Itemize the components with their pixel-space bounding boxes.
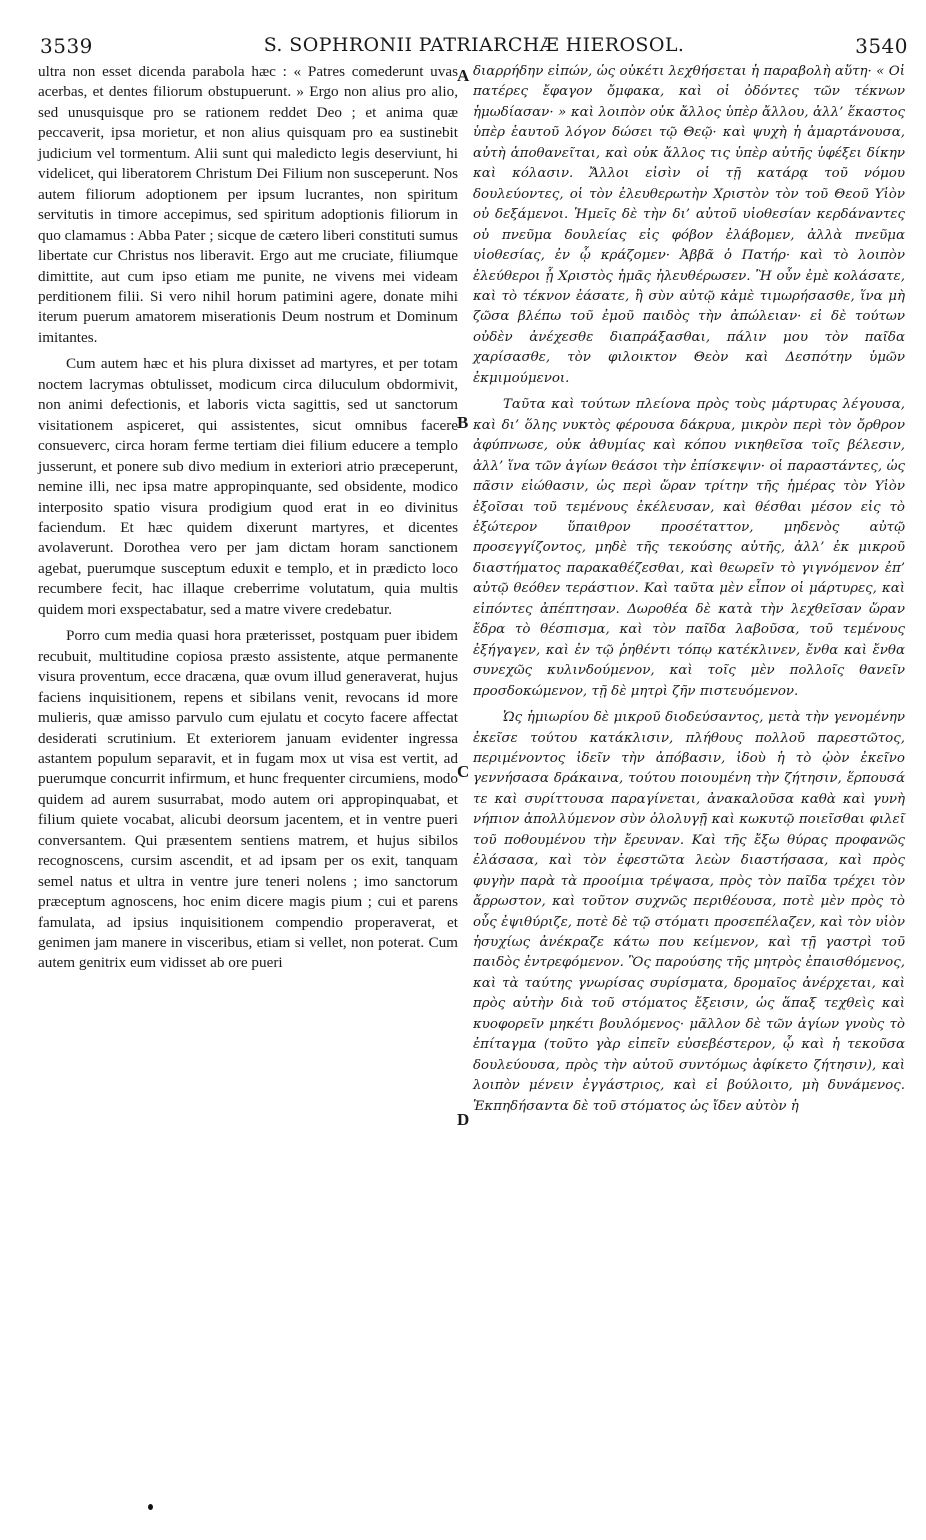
latin-paragraph: Cum autem hæc et his plura dixisset ad martyres, et per totam noctem lacrymas obtulisset, modicum circa diluculum obdormivit, non animi defectionis, et laboris victa sagittis, sed ut sanctorum visitationem aspiceret, qui assistentes, sicut omnibus facere consueverc, circa horam ferme tertiam diei filium educere a templo jusserunt, et ponere sub divo medium in exteriori atrio præceperunt, nemine illi, nec ipsa matre appropinquante, sed obsidente, modico interposito spatio visura prodigium quod erat in eo divinitus faciendum. Et hæc quidem dixerunt martyres, et dicentes avolaverunt. Dorothea vero per jam dictam horam sanctionem agebat, puerumque susceptum eduxit e templo, et in prædicto loco recumbere fecit, hac illaque creberrime volutatum, quia multis quidem mori exspectabatur, sed a matre vivere credebatur. <box>38 355 458 618</box>
greek-column <box>473 62 905 1117</box>
section-marker-b: B <box>457 413 469 432</box>
greek-paragraph: Ταῦτα καὶ τούτων πλείονα πρὸς τοὺς μάρτυρας λέγουσα, καὶ δι’ ὅλης νυκτὸς φέρουσα δάκρυα, μικρὸν περὶ τὸν ὄρθρον ἀφύπνωσε, οὐκ ἀθυμίας καὶ κόπου νικηθεῖσα τοῖς βέλεσιν, ἀλλ’ ἵνα τῶν ἁγίων θεάσοι τὴν ἐπίσκεψιν· οἱ παραστάντες, ὡς πᾶσιν εἰώθασιν, ὡς περὶ ὥραν τρίτην τῆς ἡμέρας τὸν Υἱὸν ἐξοῖσαι τοῦ τεμένους ἐκέλευσαν, καὶ θέσθαι μέσον εἰς τὸ ἐξώτερον ὕπαιθρον προσέταττον, μηδενὸς αὐτῷ προσεγγίζοντος, μηδὲ τῆς τεκούσης αὐτῆς, ἀλλ’ ἐκ μικροῦ διαστήματος παρακαθέζεσθαι, καὶ θεωρεῖν τὸ γιγνόμενον ἐπ’ αὐτῷ θεόθεν τεράστιον. Καὶ ταῦτα μὲν εἶπον οἱ μάρτυρες, καὶ εἰπόντες ἀπέπτησαν. Δωροθέα δὲ κατὰ τὴν λεχθεῖσαν ὥραν ἔδρα τὸ θέσπισμα, καὶ τὸν παῖδα λαβοῦσα, τοῦ τεμένους ἐξήγαγεν, καὶ ἐν τῷ ῥηθέντι τόπῳ κατέκλινεν, ἔνθα καὶ ἔνθα συνεχῶς κυλινδούμενον, καὶ τοῖς μὲν πολλοῖς θανεῖν προσδοκώμενον, τῇ δὲ μητρὶ ζῆν πιστευόμενον. <box>473 397 905 699</box>
section-marker-d: D <box>457 1110 470 1129</box>
section-marker-a: A <box>457 66 470 85</box>
latin-column <box>38 62 458 974</box>
latin-paragraph: Porro cum media quasi hora præterisset, postquam puer ibidem recubuit, multitudine copiosa præsto assistente, atque permanente visura proventum, ecce dracæna, quæ ovum illud generaverat, hujus faciens inquisitionem, repens et sibilans venit, revocans id more mulieris, quæ amisso parvulo cum ejulatu et cocyto facere affectat desiderati scrutinium. Et exteriorem januam evidenter ingressa astantem populum separavit, et in fugam mox ut visa est vertit, ad puerumque concurrit infirmum, et hunc frequenter circumiens, modo quidem ad aurem susurrabat, modo autem ori appropinquabat, et filium quiete vocabat, alicubi deorsum jacentem, et in ventre pueri conversantem. Qui præsentem sentiens matrem, et hujus sibilos recognoscens, cursim ascendit, et ad ipsam per os exit, tanquam semel natus et ultra in ventre jure teneri nolens ; imo sanctorum præceptum agnoscens, hoc enim dicere magis pium ; cui et parens famulata, ad ipsius inquisitionem compendio properaverat, et genimen jam manere in visceribus, etiam si vellet, non poterat. Cum autem genitrix eum vidisset ab ore pueri <box>38 627 458 972</box>
latin-paragraph: ultra non esset dicenda parabola hæc : « Patres comederunt uvas acerbas, et dentes filiorum obstupuerunt. » Ergo non alius pro alio, sed unusquisque pro se rationem reddet Deo ; et anima quæ peccaverit, ipsa morietur, et non alius quisquam pro ea sustinebit judicium vel tormentum. Alii sunt qui maledicto legis deserviunt, hi videlicet, qui liberatorem Christum Dei Filium non susceperunt. Nos autem filiorum adoptionem per ipsum lucrantes, non spiritum servitutis in timore accepimus, sed spiritum adoptionis filiorum in quo clamamus : Abba Pater ; sicque de cætero liberi constituti sumus libertate cur Christus nos liberavit. Ergo aut me cruciate, filiumque dimittite, aut cum ipso etiam me punite, ne vivens mei videam perditionem filii. Si vero nihil horum patimini agere, donate mihi iterum puerum amatorem miserationis Deum nostrum et Dominum imitantes. <box>38 63 458 346</box>
running-title: S. SOPHRONII PATRIARCHÆ HIEROSOL. <box>263 34 685 56</box>
page-header <box>40 34 908 60</box>
greek-paragraph: διαρρήδην εἰπών, ὡς οὐκέτι λεχθήσεται ἡ παραβολὴ αὕτη· « Οἱ πατέρες ἔφαγον ὄμφακα, καὶ οἱ ὀδόντες τῶν τέκνων ἡμωδίασαν· » καὶ λοιπὸν οὐκ ἄλλος ὑπὲρ ἄλλου, ἀλλ’ ἕκαστος ὑπὲρ ἑαυτοῦ λόγον δώσει τῷ Θεῷ· καὶ ψυχὴ ἡ ἁμαρτάνουσα, αὐτὴ ἀποθανεῖται, καὶ οὐκ ἄλλος τις ὑπὲρ αὐτῆς ὑφέξει δίκην καὶ κόλασιν. Ἄλλοι εἰσὶν οἱ τῇ κατάρᾳ τοῦ νόμου δουλεύοντες, οἱ τὸν ἐλευθερωτὴν Χριστὸν τὸν τοῦ Θεοῦ Υἱὸν οὐ δεξάμενοι. Ἡμεῖς δὲ τὴν δι’ αὐτοῦ υἱοθεσίαν κερδάναντες οὐ πνεῦμα δουλείας εἰς φόβον ἐλάβομεν, ἀλλὰ πνεῦμα υἱοθεσίας, ἐν ᾧ κράζομεν· Ἀββᾶ ὁ Πατήρ· καὶ τὸ λοιπὸν ἐλεύθεροι ᾗ Χριστὸς ἡμᾶς ἠλευθέρωσεν. Ἢ οὖν ἐμὲ κολάσατε, καὶ τὸ τέκνον ἐάσατε, ἢ σὺν αὐτῷ κἀμὲ τιμωρήσασθε, ἵνα μὴ ζῶσα βλέπω τοῦ ἐμοῦ παιδὸς τὴν ἀπώλειαν· εἰ δὲ τούτων οὐδὲν ἀνέχεσθε διαπράξασθαι, πάλιν μου τὸν παῖδα χαρίσασθε, τὸν φιλοικτον Θεὸν καὶ Δεσπότην ὑμῶν ἐκμιμούμενοι. <box>473 64 905 386</box>
ink-speck <box>148 1504 153 1510</box>
page-number-right: 3540 <box>855 34 908 58</box>
section-marker-c: C <box>457 762 470 781</box>
greek-paragraph: Ὡς ἡμιωρίου δὲ μικροῦ διοδεύσαντος, μετὰ τὴν γενομένην ἐκεῖσε τούτου κατάκλισιν, πλήθους πολλοῦ παρεστῶτος, περιμένοντος ἰδεῖν τὴν ἀπόβασιν, ἰδοὺ ἡ τὸ ᾠὸν ἐκεῖνο γεννήσασα δράκαινα, τούτου ποιουμένη τὴν ζήτησιν, ἕρπουσά τε καὶ συρίττουσα παραγίνεται, ἀνακαλοῦσα καθὰ καὶ γυνὴ νήπιον ἀπολλύμενον σὺν ὀλολυγῇ καὶ κωκυτῷ ποιεῖσθαι φιλεῖ τοῦ ποθουμένου τὴν ἔρευναν. Καὶ τῆς ἔξω θύρας προφανῶς ἐλάσασα, καὶ τὸν ἐφεστῶτα λεὼν διαστήσασα, καὶ πρὸς φυγὴν παρὰ τὰ προοίμια τρέψασα, πρὸς τὸν παῖδα τρέχει τὸν ἄρρωστον, καὶ τοῦτον συχνῶς περιθέουσα, ποτὲ μὲν πρὸς τὸ οὖς ἐψιθύριζε, ποτὲ δὲ τῷ στόματι προσεπέλαζεν, καὶ τὸν υἱὸν ἡσυχίως ἀνέκραζε κάτω που κείμενον, καὶ τῇ γαστρὶ τοῦ παιδὸς ἐντρεφόμενον. Ὃς παρούσης τῆς μητρὸς ἐπαισθόμενος, καὶ τὰ ταύτης γνωρίσας συρίσματα, δρομαῖος ἀνέρχεται, καὶ πρὸς αὐτὴν διὰ τοῦ στόματος ἔξεισιν, ὡς ἅπαξ τεχθεὶς καὶ κυοφορεῖν μηκέτι βουλόμενος· μᾶλλον δὲ τῶν ἁγίων γνοὺς τὸ ἐπίταγμα (τοῦτο γὰρ εἰπεῖν εὐσεβέστερον, ᾧ καὶ ἡ τεκοῦσα δουλεύουσα, πρὸς τὴν αὐτοῦ συντόμως ἀφίκετο ζήτησιν), καὶ λοιπὸν μένειν ἐγγάστριος, καὶ εἰ βούλοιτο, μὴ δυνάμενος. Ἐκπηδήσαντα δὲ τοῦ στόματος ὡς ἴδεν αὐτὸν ἡ <box>473 710 905 1114</box>
page-number-left: 3539 <box>40 34 93 58</box>
